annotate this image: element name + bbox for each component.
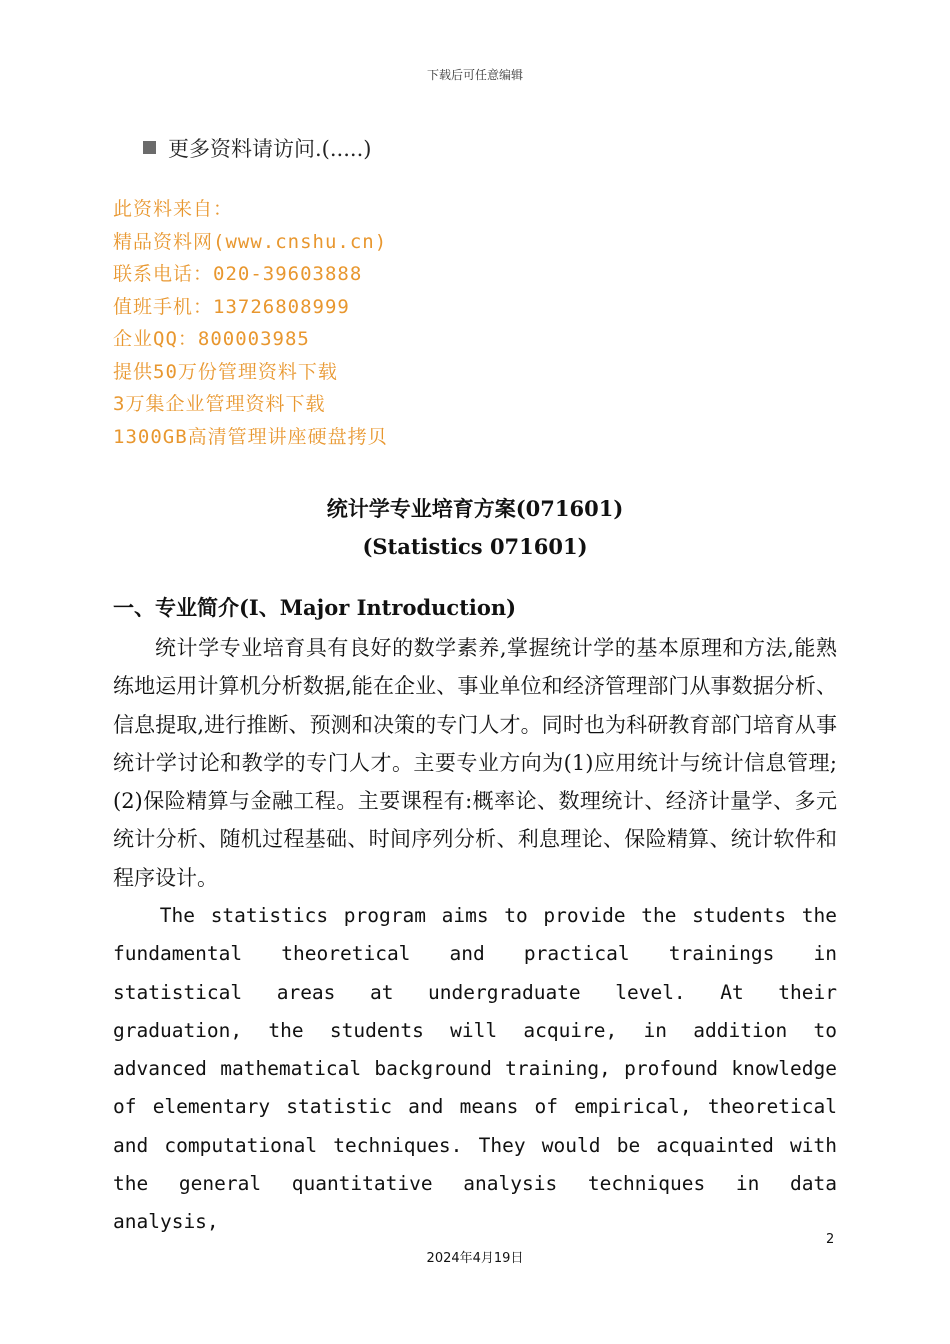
- footer-date: 2024年4月19日: [426, 1251, 524, 1266]
- promo-line: 精品资料网(www.cnshu.cn): [113, 230, 388, 253]
- square-bullet-icon: [143, 141, 156, 154]
- notice-line: [143, 133, 371, 163]
- page-header: 下载后可任意编辑: [426, 68, 523, 82]
- promo-line: 联系电话：020-39603888: [113, 263, 363, 285]
- intro-paragraph-en: The statistics program aims to provide the students the fundamental theoretical and practical trainings in statistical areas at undergraduate level. At their graduation, the students will acquire, in addition to advanced mathematical background training, profound knowledge of elementary statistic and means of empirical, theoretical and computational techniques. They would be acquainted with the general quantitative analysis techniques in data analysis,: [113, 904, 837, 1234]
- promo-line: 值班手机：13726808999: [113, 295, 350, 318]
- promo-block: [113, 193, 388, 453]
- promo-line: 3万集企业管理资料下载: [113, 393, 326, 415]
- notice-text: 更多资料请访问.(.....): [168, 137, 372, 161]
- section-heading: 一、专业简介(Ⅰ、Major Introduction): [113, 595, 517, 620]
- title-cn: 统计学专业培育方案(071601): [326, 496, 624, 521]
- promo-line: 1300GB高清管理讲座硬盘拷贝: [113, 425, 388, 448]
- intro-paragraph-cn: 统计学专业培育具有良好的数学素养,掌握统计学的基本原理和方法,能熟练地运用计算机分析数据,能在企业、事业单位和经济管理部门从事数据分析、信息提取,进行推断、预测和决策的专门人才。同时也为科研教育部门培育从事统计学讨论和教学的专门人才。主要专业方向为(1)应用统计与统计信息管理;(2)保险精算与金融工程。主要课程有:概率论、数理统计、经济计量学、多元统计分析、随机过程基础、时间序列分析、利息理论、保险精算、统计软件和程序设计。: [113, 636, 837, 890]
- document-title: [0, 490, 950, 566]
- promo-line: 提供50万份管理资料下载: [113, 360, 338, 383]
- promo-line: 此资料来自：: [113, 198, 234, 220]
- title-en: (Statistics 071601): [362, 534, 588, 559]
- page-number: 2: [826, 1232, 835, 1247]
- promo-line: 企业QQ：800003985: [113, 328, 310, 350]
